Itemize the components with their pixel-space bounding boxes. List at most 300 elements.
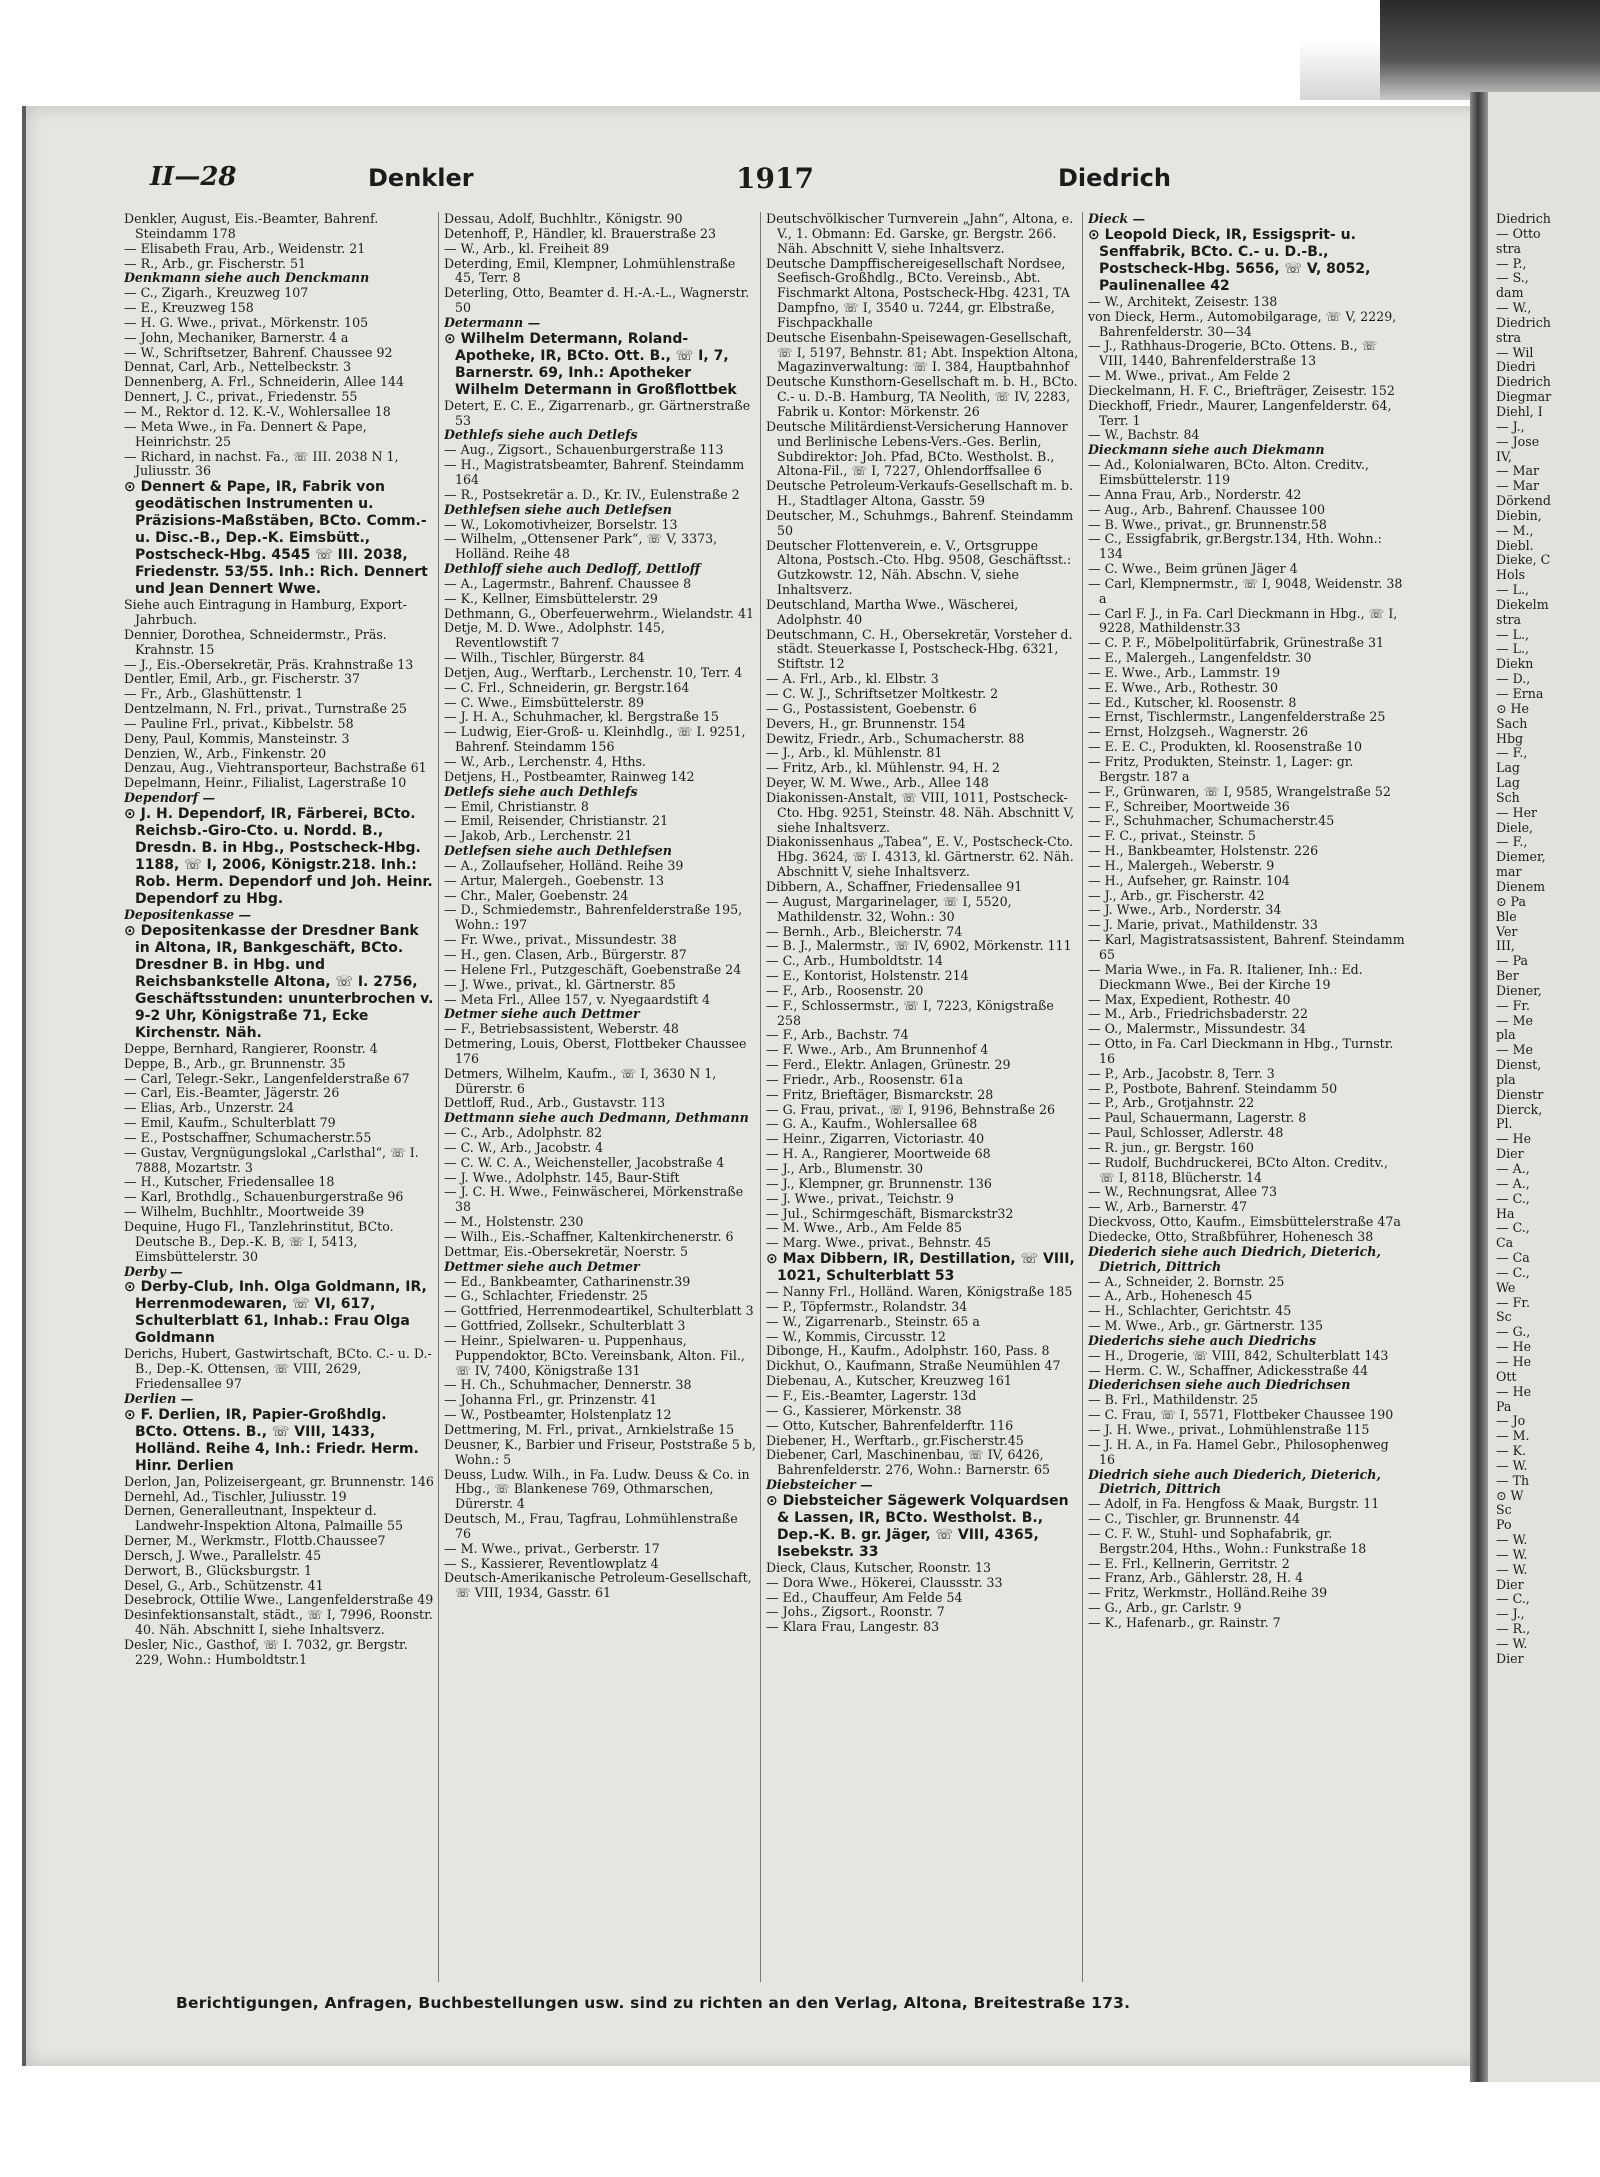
directory-entry: — E., Postschaffner, Schumacherstr.55 xyxy=(124,1129,372,1145)
directory-entry: — Otto, Kutscher, Bahrenfelderftr. 116 xyxy=(766,1417,1014,1433)
directory-entry: — R. jun., gr. Bergstr. 160 xyxy=(1088,1139,1254,1155)
directory-entry: — Emil, Kaufm., Schulterblatt 79 xyxy=(124,1115,336,1131)
directory-entry: Deutsche Eisenbahn-Speisewagen-Gesellschaft, ☏ I, 5197, Behnstr. 81; Abt. Inspektion Altona, Magazinverwaltung: ☏ I. 384, Hauptbahnhof xyxy=(766,329,1079,375)
directory-entry: — J. C. H. Wwe., Feinwäscherei, Mörkenstraße 38 xyxy=(444,1184,744,1215)
directory-entry: — C. P. F., Möbelpolitürfabrik, Grünestraße 31 xyxy=(1088,635,1385,651)
next-page-line: — L., xyxy=(1496,641,1529,657)
directory-entry: Diakonissenhaus „Tabea“, E. V., Postscheck-Cto. Hbg. 3624, ☏ I. 4313, kl. Gärtnerstr. 62. Näh. Abschnitt V, siehe Inhaltsverz. xyxy=(766,834,1074,880)
next-page-line: — Jose xyxy=(1496,433,1540,449)
next-page-line: — W. xyxy=(1496,1561,1528,1577)
next-page-line: ⊙ He xyxy=(1496,700,1529,716)
directory-entry: ⊙ Dennert & Pape, IR, Fabrik von geodätischen Instrumenten u. Präzisions-Maßstäben, BCto. Comm.- u. Disc.-B., Dep.-K. Eimsbütt., Postscheck-Hbg. 4545 ☏ III. 2038, Friedenstr. 53/55. Inh.: Rich. Dennert und Jean Dennert Wwe. xyxy=(124,479,428,598)
book-gutter xyxy=(1470,92,1488,2082)
next-page-line: — L., xyxy=(1496,626,1529,642)
directory-entry: — C. W. C. A., Weichensteller, Jacobstraße 4 xyxy=(444,1154,725,1170)
directory-entry: — Max, Expedient, Rothestr. 40 xyxy=(1088,991,1291,1007)
directory-entry: — Johs., Zigsort., Roonstr. 7 xyxy=(766,1604,945,1620)
directory-entry: Dennert, J. C., privat., Friedenstr. 55 xyxy=(124,389,358,405)
next-page-line: — Wil xyxy=(1496,344,1534,360)
directory-entry: — Paul, Schlosser, Adlerstr. 48 xyxy=(1088,1125,1284,1141)
directory-entry: Detmer siehe auch Dettmer xyxy=(444,1006,640,1022)
directory-column-4 xyxy=(1088,212,1406,1986)
directory-entry: — Meta Frl., Allee 157, v. Nyegaardstift 4 xyxy=(444,991,711,1007)
directory-entry: — Carl F. J., in Fa. Carl Dieckmann in Hbg., ☏ I, 9228, Mathildenstr.33 xyxy=(1088,605,1398,636)
next-page-line: — F., xyxy=(1496,745,1528,761)
directory-entry: — R., Postsekretär a. D., Kr. IV., Eulenstraße 2 xyxy=(444,486,740,502)
directory-entry: — K., Hafenarb., gr. Rainstr. 7 xyxy=(1088,1614,1281,1630)
directory-entry: Detert, E. C. E., Zigarrenarb., gr. Gärtnerstraße 53 xyxy=(444,397,751,428)
directory-entry: Denkmann siehe auch Denckmann xyxy=(124,270,370,286)
next-page-line: — C., xyxy=(1496,1591,1530,1607)
directory-entry: — Aug., Arb., Bahrenf. Chaussee 100 xyxy=(1088,501,1325,517)
next-page-line: — R., xyxy=(1496,1621,1531,1637)
next-page-line: We xyxy=(1496,1279,1516,1295)
next-page-line: — P., xyxy=(1496,255,1527,271)
next-page-line: Lag xyxy=(1496,760,1520,776)
page-header xyxy=(150,160,1450,196)
directory-entry: — C. Wwe., Beim grünen Jäger 4 xyxy=(1088,561,1298,577)
next-page-line: Ha xyxy=(1496,1205,1515,1221)
next-page-line: — W., xyxy=(1496,300,1532,316)
directory-entry: — Wilhelm, Buchhltr., Moortweide 39 xyxy=(124,1204,365,1220)
next-page-line: Sc xyxy=(1496,1502,1512,1518)
directory-entry: Desinfektionsanstalt, städt., ☏ I, 7996, Roonstr. 40. Näh. Abschnitt I, siehe Inhaltsverz. xyxy=(124,1607,433,1638)
directory-entry: — Wilh., Eis.-Schaffner, Kaltenkirchenerstr. 6 xyxy=(444,1229,734,1244)
directory-entry: Detjen, Aug., Werftarb., Lerchenstr. 10, Terr. 4 xyxy=(444,664,743,680)
directory-entry: Derlon, Jan, Polizeisergeant, gr. Brunnenstr. 146 xyxy=(124,1473,434,1489)
directory-entry: Detmering, Louis, Oberst, Flottbeker Chaussee 176 xyxy=(444,1036,747,1066)
directory-entry: — Heinr., Spielwaren- u. Puppenhaus, Puppendoktor, BCto. Vereinsbank, Alton. Fil., ☏ IV, 7400, Königstraße 131 xyxy=(444,1332,745,1378)
header-last-entry: Diedrich xyxy=(1058,164,1171,192)
directory-entry: — W., Rechnungsrat, Allee 73 xyxy=(1088,1184,1277,1200)
directory-entry: — Bernh., Arb., Bleicherstr. 74 xyxy=(766,923,963,939)
directory-entry: Deutscher, M., Schuhmgs., Bahrenf. Steindamm 50 xyxy=(766,507,1074,538)
directory-entry: Dethlefs siehe auch Detlefs xyxy=(444,427,638,443)
directory-entry: — Adolf, in Fa. Hengfoss & Maak, Burgstr. 11 xyxy=(1088,1496,1380,1512)
directory-entry: — A., Zollaufseher, Holländ. Reihe 39 xyxy=(444,857,684,873)
directory-entry: Diebenau, A., Kutscher, Kreuzweg 161 xyxy=(766,1373,1012,1389)
next-page-text xyxy=(1496,212,1600,1986)
directory-entry: — K., Kellner, Eimsbüttelerstr. 29 xyxy=(444,590,658,606)
directory-entry: — R., Arb., gr. Fischerstr. 51 xyxy=(124,255,307,271)
directory-entry: — B. J., Malermstr., ☏ IV, 6902, Mörkenstr. 111 xyxy=(766,938,1072,954)
directory-entry: Deterling, Otto, Beamter d. H.-A.-L., Wagnerstr. 50 xyxy=(444,285,750,316)
directory-entry: — Karl, Brothdlg., Schauenburgerstraße 96 xyxy=(124,1189,404,1205)
next-page-line: Diegmar xyxy=(1496,389,1552,405)
directory-entry: Dentler, Emil, Arb., gr. Fischerstr. 37 xyxy=(124,671,360,687)
directory-entry: — F., Schlossermstr., ☏ I, 7223, Königstraße 258 xyxy=(766,997,1054,1028)
next-page-line: Diebin, xyxy=(1496,507,1542,523)
next-page-line: — K. xyxy=(1496,1443,1527,1459)
directory-entry: — Richard, in nachst. Fa., ☏ III. 2038 N 1, Juliusstr. 36 xyxy=(124,448,399,479)
next-page-line: Diemer, xyxy=(1496,849,1546,865)
directory-entry: — Jul., Schirmgeschäft, Bismarckstr32 xyxy=(766,1205,1014,1221)
directory-entry: — J., Eis.-Obersekretär, Präs. Krahnstraße 13 xyxy=(124,656,414,672)
directory-entry: Deutsche Dampffischereigesellschaft Nordsee, Seefisch-Großhdlg., BCto. Vereinsb., Abt. Fischmarkt Altona, Postscheck-Hbg. 4231, TA Dampfno, ☏ I, 3540 u. 7244, gr. Elbstraße, Fischpackhalle xyxy=(766,255,1070,330)
directory-entry: — Fritz, Arb., kl. Mühlenstr. 94, H. 2 xyxy=(766,760,1000,776)
directory-entry: Dersch, J. Wwe., Parallelstr. 45 xyxy=(124,1547,322,1563)
directory-column-2 xyxy=(444,212,756,1986)
directory-entry: Dettmering, M. Frl., privat., Arnkielstraße 15 xyxy=(444,1421,735,1437)
directory-entry: Deppe, Bernhard, Rangierer, Roonstr. 4 xyxy=(124,1040,378,1056)
directory-entry: — D., Schmiedemstr., Bahrenfelderstraße 195, Wohn.: 197 xyxy=(444,902,743,933)
directory-entry: Dieckelmann, H. F. C., Briefträger, Zeisestr. 152 xyxy=(1088,382,1395,398)
directory-entry: — H., Magistratsbeamter, Bahrenf. Steindamm 164 xyxy=(444,457,745,487)
directory-entry: — W., Arb., kl. Freiheit 89 xyxy=(444,240,610,256)
directory-entry: Dennenberg, A. Frl., Schneiderin, Allee 144 xyxy=(124,374,404,390)
next-page-line: Hols xyxy=(1496,567,1526,583)
next-page-line: — He xyxy=(1496,1353,1532,1369)
directory-entry: — H., Schlachter, Gerichtstr. 45 xyxy=(1088,1303,1292,1319)
book-top-edge xyxy=(1380,0,1600,100)
next-page-line: — Fr. xyxy=(1496,997,1530,1013)
next-page-line: — J., xyxy=(1496,418,1525,434)
directory-entry: — F., Schreiber, Moortweide 36 xyxy=(1088,798,1290,814)
directory-entry: Diedrich siehe auch Diederich, Dieterich, Dietrich, Dittrich xyxy=(1088,1466,1381,1497)
next-page-line: Dier xyxy=(1496,1576,1524,1592)
directory-entry: Derichs, Hubert, Gastwirtschaft, BCto. C.- u. D.-B., Dep.-K. Ottensen, ☏ VIII, 2629, Friedensallee 97 xyxy=(124,1346,432,1392)
directory-entry: Deterding, Emil, Klempner, Lohmühlenstraße 45, Terr. 8 xyxy=(444,255,736,286)
directory-entry: — E. E. C., Produkten, kl. Roosenstraße 10 xyxy=(1088,739,1362,755)
next-page-line: — C., xyxy=(1496,1264,1530,1280)
directory-entry: — Aug., Zigsort., Schauenburgerstraße 113 xyxy=(444,442,724,458)
directory-entry: ⊙ Depositenkasse der Dresdner Bank in Altona, IR, Bankgeschäft, BCto. Dresdner B. in Hbg. und Reichsbankstelle Altona, ☏ I. 2756, Geschäftsstunden: ununterbrochen v. 9-2 Uhr, Königstraße 71, Ecke Kirchenstr. Näh. xyxy=(124,922,434,1041)
directory-entry: — W., Arb., Barnerstr. 47 xyxy=(1088,1199,1248,1215)
directory-entry: — Pauline Frl., privat., Kibbelstr. 58 xyxy=(124,715,354,731)
directory-entry: ⊙ Wilhelm Determann, Roland-Apotheke, IR, BCto. Ott. B., ☏ I, 7, Barnerstr. 69, Inh.: Apotheker Wilhelm Determann in Großflottbek xyxy=(444,330,737,398)
next-page-line: Diehl, I xyxy=(1496,403,1543,419)
directory-entry: Deutsch, M., Frau, Tagfrau, Lohmühlenstraße 76 xyxy=(444,1511,738,1541)
directory-entry: Diederichsen siehe auch Diedrichsen xyxy=(1088,1377,1351,1393)
directory-entry: Derby — xyxy=(124,1263,183,1279)
directory-entry: Dessau, Adolf, Buchhltr., Königstr. 90 xyxy=(444,212,683,226)
next-page-line: ⊙ W xyxy=(1496,1487,1524,1503)
directory-entry: Detje, M. D. Wwe., Adolphstr. 145, Reventlowstift 7 xyxy=(444,620,665,651)
directory-entry: — E., Malergeh., Langenfeldstr. 30 xyxy=(1088,650,1312,666)
directory-entry: — J. Marie, privat., Mathildenstr. 33 xyxy=(1088,917,1318,933)
directory-entry: — A., Lagermstr., Bahrenf. Chaussee 8 xyxy=(444,575,692,591)
directory-entry: — Chr., Maler, Goebenstr. 24 xyxy=(444,887,629,903)
directory-entry: Determann — xyxy=(444,314,541,330)
directory-entry: — Anna Frau, Arb., Norderstr. 42 xyxy=(1088,486,1302,502)
directory-entry: Depelmann, Heinr., Filialist, Lagerstraße 10 xyxy=(124,775,407,791)
directory-entry: — Fritz, Produkten, Steinstr. 1, Lager: gr. Bergstr. 187 a xyxy=(1088,754,1354,784)
directory-entry: — C. F. W., Stuhl- und Sophafabrik, gr. Bergstr.204, Hths., Wohn.: Funkstraße 18 xyxy=(1088,1525,1367,1556)
directory-entry: — G., Schlachter, Friedenstr. 25 xyxy=(444,1288,648,1304)
directory-entry: Deutschmann, C. H., Obersekretär, Vorsteher d. städt. Steuerkasse I, Postscheck-Hbg. 6321, Stiftstr. 12 xyxy=(766,626,1073,672)
directory-entry: — E., Kreuzweg 158 xyxy=(124,300,254,316)
next-page-line: ⊙ Pa xyxy=(1496,893,1526,909)
directory-entry: — J., Arb., Blumenstr. 30 xyxy=(766,1161,923,1176)
next-page-line: Ber xyxy=(1496,968,1519,984)
directory-entry: — W., Schriftsetzer, Bahrenf. Chaussee 92 xyxy=(124,344,393,360)
directory-entry: — Maria Wwe., in Fa. R. Italiener, Inh.: Ed. Dieckmann Wwe., Bei der Kirche 19 xyxy=(1088,961,1363,992)
next-page-line: — S., xyxy=(1496,270,1529,286)
directory-entry: Deutsch-Amerikanische Petroleum-Gesellschaft, ☏ VIII, 1934, Gasstr. 61 xyxy=(444,1570,752,1601)
next-page-line: Dienst, xyxy=(1496,1057,1542,1073)
directory-entry: — H., gen. Clasen, Arb., Bürgerstr. 87 xyxy=(444,946,687,962)
directory-entry: Detlefs siehe auch Dethlefs xyxy=(444,783,638,799)
next-page-line: Diekn xyxy=(1496,656,1534,672)
directory-entry: Diebsteicher — xyxy=(766,1477,873,1493)
directory-entry: — P., Arb., Grotjahnstr. 22 xyxy=(1088,1095,1255,1111)
next-page-line: Diele, xyxy=(1496,819,1534,835)
next-page-line: Sach xyxy=(1496,715,1528,731)
directory-entry: — C. Wwe., Eimsbüttelerstr. 89 xyxy=(444,694,645,710)
next-page-line: — C., xyxy=(1496,1190,1530,1206)
next-page-line: — W. xyxy=(1496,1457,1528,1473)
next-page-line: — He xyxy=(1496,1131,1532,1147)
directory-entry: — Ferd., Elektr. Anlagen, Grünestr. 29 xyxy=(766,1057,1011,1073)
directory-entry: Dethloff siehe auch Dedloff, Dettloff xyxy=(444,561,701,577)
directory-entry: — Klara Frau, Langestr. 83 xyxy=(766,1619,940,1635)
directory-entry: — Herm. C. W., Schaffner, Adickesstraße 44 xyxy=(1088,1362,1369,1378)
directory-entry: — E. Wwe., Arb., Lammstr. 19 xyxy=(1088,664,1281,680)
next-page-line: Pa xyxy=(1496,1398,1512,1414)
next-page-line: Pl. xyxy=(1496,1116,1513,1132)
next-page-line: Dienem xyxy=(1496,878,1546,894)
directory-entry: Diederichs siehe auch Diedrichs xyxy=(1088,1332,1317,1348)
directory-entry: Denzien, W., Arb., Finkenstr. 20 xyxy=(124,745,327,761)
directory-entry: — J., Klempner, gr. Brunnenstr. 136 xyxy=(766,1175,992,1191)
directory-entry: — G., Postassistent, Goebenstr. 6 xyxy=(766,700,977,716)
directory-entry: — P., Arb., Jacobstr. 8, Terr. 3 xyxy=(1088,1065,1275,1081)
directory-entry: Deutscher Flottenverein, e. V., Ortsgruppe Altona, Postsch.-Cto. Hbg. 9508, Geschäftsst.: Gutzkowstr. 12, Näh. Abschn. V, siehe Inhaltsverz. xyxy=(766,537,1072,598)
directory-entry: — Artur, Malergeh., Goebenstr. 13 xyxy=(444,872,664,888)
directory-entry: — Gottfried, Zollsekr., Schulterblatt 3 xyxy=(444,1318,686,1334)
directory-entry: Denzau, Aug., Viehtransporteur, Bachstraße 61 xyxy=(124,760,427,776)
directory-entry: — F., Grünwaren, ☏ I, 9585, Wrangelstraße 52 xyxy=(1088,783,1391,799)
directory-entry: Dettmer siehe auch Detmer xyxy=(444,1258,640,1274)
directory-entry: Dewitz, Friedr., Arb., Schumacherstr. 88 xyxy=(766,730,1025,746)
directory-entry: Deutschvölkischer Turnverein „Jahn“, Altona, e. V., 1. Obmann: Ed. Garske, gr. Bergstr. 266. Näh. Abschnitt V, siehe Inhaltsverz. xyxy=(766,212,1074,256)
directory-entry: — G. Frau, privat., ☏ I, 9196, Behnstraße 26 xyxy=(766,1101,1056,1117)
directory-entry: — Ed., Chauffeur, Am Felde 54 xyxy=(766,1589,963,1605)
directory-entry: Derwort, B., Glücksburgstr. 1 xyxy=(124,1562,313,1578)
directory-entry: Dieckmann siehe auch Diekmann xyxy=(1088,442,1325,458)
next-page-line: mar xyxy=(1496,864,1522,880)
directory-entry: — J. H. A., Schuhmacher, kl. Bergstraße 15 xyxy=(444,709,719,725)
directory-entry: — Johanna Frl., gr. Prinzenstr. 41 xyxy=(444,1392,658,1408)
header-year: 1917 xyxy=(736,162,814,195)
directory-entry: von Dieck, Herm., Automobilgarage, ☏ V, 2229, Bahrenfelderstr. 30—34 xyxy=(1088,308,1397,339)
directory-entry: — Jakob, Arb., Lerchenstr. 21 xyxy=(444,828,633,844)
directory-entry: Dentzelmann, N. Frl., privat., Turnstraße 25 xyxy=(124,701,407,717)
directory-entry: Deusner, K., Barbier und Friseur, Poststraße 5 b, Wohn.: 5 xyxy=(444,1436,756,1467)
directory-entry: — Fritz, Brieftäger, Bismarckstr. 28 xyxy=(766,1086,994,1102)
directory-entry: — M. Wwe., privat., Gerberstr. 17 xyxy=(444,1540,660,1556)
directory-entry: Desel, G., Arb., Schützenstr. 41 xyxy=(124,1577,324,1593)
directory-column-1 xyxy=(124,212,434,1986)
directory-entry: — F., Schuhmacher, Schumacherstr.45 xyxy=(1088,813,1335,829)
next-page-line: — Pa xyxy=(1496,953,1529,969)
directory-entry: — O., Malermstr., Missundestr. 34 xyxy=(1088,1021,1306,1037)
publisher-footer: Berichtigungen, Anfragen, Buchbestellungen usw. sind zu richten an den Verlag, Altona, Breitestraße 173. xyxy=(176,1994,1131,2012)
next-page-line: Diedrich xyxy=(1496,374,1551,390)
directory-entry: ⊙ F. Derlien, IR, Papier-Großhdlg. BCto. Ottens. B., ☏ VIII, 1433, Holländ. Reihe 4, Inh.: Friedr. Herm. Hinr. Derlien xyxy=(124,1406,419,1474)
next-page-line: Ver xyxy=(1496,923,1518,939)
directory-entry: — P., Töpfermstr., Rolandstr. 34 xyxy=(766,1298,968,1314)
directory-entry: — G. A., Kaufm., Wohlersallee 68 xyxy=(766,1116,978,1132)
directory-entry: Dettloff, Rud., Arb., Gustavstr. 113 xyxy=(444,1095,666,1111)
next-page-line: — M., xyxy=(1496,522,1534,538)
next-page-line: Diedrich xyxy=(1496,314,1551,330)
next-page-line: — Jo xyxy=(1496,1413,1526,1429)
directory-entry: — Nanny Frl., Holländ. Waren, Königstraße 185 xyxy=(766,1284,1073,1300)
directory-entry: — Meta Wwe., in Fa. Dennert & Pape, Heinrichstr. 25 xyxy=(124,418,367,449)
directory-entry: — W., Lokomotivheizer, Borselstr. 13 xyxy=(444,516,678,532)
next-page-line: Ca xyxy=(1496,1235,1514,1251)
next-page-line: — W. xyxy=(1496,1546,1528,1562)
directory-entry: Diebener, H., Werftarb., gr.Fischerstr.45 xyxy=(766,1432,1024,1448)
directory-entry: Deutsche Kunsthorn-Gesellschaft m. b. H., BCto. C.- u. D.-B. Hamburg, TA Neolith, ☏ IV, 2283, Fabrik u. Kontor: Mörkenstr. 26 xyxy=(766,374,1078,419)
directory-entry: — F., Eis.-Beamter, Lagerstr. 13d xyxy=(766,1387,977,1403)
next-page-line: IV, xyxy=(1496,448,1512,464)
next-page-line: — Otto xyxy=(1496,225,1541,241)
next-page-line: — Mar xyxy=(1496,463,1540,479)
next-page-line: pla xyxy=(1496,1071,1516,1087)
next-page-line: — He xyxy=(1496,1339,1532,1355)
directory-entry: — Dora Wwe., Hökerei, Claussstr. 33 xyxy=(766,1574,1003,1590)
directory-entry: Desebrock, Ottilie Wwe., Langenfelderstraße 49 xyxy=(124,1592,434,1608)
next-page-line: Dierck, xyxy=(1496,1101,1543,1117)
directory-entry: — M. Wwe., privat., Am Felde 2 xyxy=(1088,368,1291,384)
directory-column-3 xyxy=(766,212,1080,1986)
directory-entry: — Wilhelm, „Ottensener Park“, ☏ V, 3373, Holländ. Reihe 48 xyxy=(444,531,718,562)
directory-entry: — Fritz, Werkmstr., Holländ.Reihe 39 xyxy=(1088,1585,1328,1601)
directory-entry: Depositenkasse — xyxy=(124,907,252,922)
directory-entry: — J., Arb., gr. Fischerstr. 42 xyxy=(1088,887,1265,903)
directory-entry: — H. A., Rangierer, Moortweide 68 xyxy=(766,1146,991,1162)
directory-entry: Diederich siehe auch Diedrich, Dieterich, Dietrich, Dittrich xyxy=(1088,1243,1381,1274)
next-page-line: Diebl. xyxy=(1496,537,1534,553)
next-page-line: Sc xyxy=(1496,1309,1512,1325)
directory-entry: Diedecke, Otto, Straßbführer, Hohenesch 38 xyxy=(1088,1229,1374,1244)
directory-entry: — Elias, Arb., Unzerstr. 24 xyxy=(124,1100,295,1116)
directory-entry: — Friedr., Arb., Roosenstr. 61a xyxy=(766,1071,964,1087)
directory-entry: ⊙ Derby-Club, Inh. Olga Goldmann, IR, Herrenmodewaren, ☏ VI, 617, Schulterblatt 61, Inhab.: Frau Olga Goldmann xyxy=(124,1279,427,1347)
directory-entry: — Emil, Christianstr. 8 xyxy=(444,798,589,814)
directory-entry: — Ernst, Holzgseh., Wagnerstr. 26 xyxy=(1088,724,1308,740)
directory-entry: — Paul, Schauermann, Lagerstr. 8 xyxy=(1088,1110,1307,1126)
directory-entry: Deuss, Ludw. Wilh., in Fa. Ludw. Deuss & Co. in Hbg., ☏ Blankenese 769, Othmarschen, Dürerstr. 4 xyxy=(444,1466,750,1512)
directory-entry: — C. Frau, ☏ I, 5571, Flottbeker Chaussee 190 xyxy=(1088,1407,1394,1423)
next-page-line: stra xyxy=(1496,240,1522,256)
directory-entry: Dieckhoff, Friedr., Maurer, Langenfelderstr. 64, Terr. 1 xyxy=(1088,397,1392,428)
directory-entry: Desler, Nic., Gasthof, ☏ I. 7032, gr. Bergstr. 229, Wohn.: Humboldtstr.1 xyxy=(124,1637,408,1667)
directory-entry: — M. Wwe., Arb., Am Felde 85 xyxy=(766,1220,962,1236)
next-page-line: — F., xyxy=(1496,834,1528,850)
directory-entry: — W., Kommis, Circusstr. 12 xyxy=(766,1328,946,1344)
next-page-line: Dieke, C xyxy=(1496,552,1551,568)
directory-entry: — Fr. Wwe., privat., Missundestr. 38 xyxy=(444,932,677,948)
directory-entry: Deyer, W. M. Wwe., Arb., Allee 148 xyxy=(766,775,989,791)
directory-entry: — Ed., Kutscher, kl. Roosenstr. 8 xyxy=(1088,694,1297,710)
directory-entry: Deppe, B., Arb., gr. Brunnenstr. 35 xyxy=(124,1055,346,1071)
next-page-line: Dier xyxy=(1496,1146,1524,1162)
directory-entry: Devers, H., gr. Brunnenstr. 154 xyxy=(766,715,966,731)
directory-entry: Denkler, August, Eis.-Beamter, Bahrenf. Steindamm 178 xyxy=(124,212,379,241)
directory-entry: — A., Arb., Hohenesch 45 xyxy=(1088,1288,1253,1304)
directory-entry: — F., Arb., Roosenstr. 20 xyxy=(766,982,924,998)
directory-entry: — Ed., Bankbeamter, Catharinenstr.39 xyxy=(444,1273,691,1289)
directory-entry: Derlien — xyxy=(124,1390,194,1406)
directory-entry: — Carl, Telegr.-Sekr., Langenfelderstraße 67 xyxy=(124,1070,410,1086)
directory-entry: Siehe auch Eintragung in Hamburg, Export-Jahrbuch. xyxy=(124,597,407,628)
directory-entry: — H., Bankbeamter, Holstenstr. 226 xyxy=(1088,843,1319,859)
directory-entry: Diebener, Carl, Maschinenbau, ☏ IV, 6426, Bahrenfelderstr. 276, Wohn.: Barnerstr. 65 xyxy=(766,1447,1051,1478)
next-page-line: — Her xyxy=(1496,804,1538,820)
directory-entry: Derner, M., Werkmstr., Flottb.Chaussee7 xyxy=(124,1533,386,1549)
directory-entry: Dethlefsen siehe auch Detlefsen xyxy=(444,501,672,517)
directory-entry: — M., Arb., Friedrichsbaderstr. 22 xyxy=(1088,1006,1308,1022)
directory-entry: — H. Ch., Schuhmacher, Dennerstr. 38 xyxy=(444,1377,692,1393)
next-page-line: — Th xyxy=(1496,1472,1530,1488)
directory-entry: — M. Wwe., Arb., gr. Gärtnerstr. 135 xyxy=(1088,1318,1324,1334)
directory-entry: — W., Postbeamter, Holstenplatz 12 xyxy=(444,1407,672,1423)
directory-entry: ⊙ Leopold Dieck, IR, Essigsprit- u. Senffabrik, BCto. C.- u. D.-B., Postscheck-Hbg. 5656, ☏ V, 8052, Paulinenallee 42 xyxy=(1088,226,1371,294)
directory-entry: Dequine, Hugo Fl., Tanzlehrinstitut, BCto. Deutsche B., Dep.-K. B, ☏ I, 5413, Eimsbüttelerstr. 30 xyxy=(124,1218,394,1264)
next-page-line: dam xyxy=(1496,285,1524,301)
directory-entry: — B. Frl., Mathildenstr. 25 xyxy=(1088,1392,1259,1408)
directory-entry: — Rudolf, Buchdruckerei, BCto Alton. Creditv., ☏ I, 8118, Blücherstr. 14 xyxy=(1088,1154,1388,1185)
column-rule xyxy=(760,212,761,1982)
directory-entry: — Carl, Eis.-Beamter, Jägerstr. 26 xyxy=(124,1085,340,1101)
directory-entry: — J. H. A., in Fa. Hamel Gebr., Philosophenweg 16 xyxy=(1088,1436,1389,1467)
directory-entry: Dennat, Carl, Arb., Nettelbeckstr. 3 xyxy=(124,359,352,375)
directory-entry: — Ad., Kolonialwaren, BCto. Alton. Creditv., Eimsbüttelerstr. 119 xyxy=(1088,457,1369,487)
next-page-line: III, xyxy=(1496,938,1515,954)
directory-entry: — Franz, Arb., Gählerstr. 28, H. 4 xyxy=(1088,1570,1304,1586)
directory-entry: — W., Architekt, Zeisestr. 138 xyxy=(1088,293,1278,309)
directory-entry: — E., Kontorist, Holstenstr. 214 xyxy=(766,968,969,984)
directory-entry: — A. Frl., Arb., kl. Elbstr. 3 xyxy=(766,671,939,687)
directory-entry: — C. Frl., Schneiderin, gr. Bergstr.164 xyxy=(444,679,690,695)
directory-entry: — W., Arb., Lerchenstr. 4, Hths. xyxy=(444,754,646,769)
directory-entry: — John, Mechaniker, Barnerstr. 4 a xyxy=(124,329,349,345)
directory-entry: — Carl, Klempnermstr., ☏ I, 9048, Weidenstr. 38 a xyxy=(1088,575,1403,606)
next-page-line: — L., xyxy=(1496,582,1529,598)
next-page-line: Diedrich xyxy=(1496,212,1551,226)
next-page-line: — D., xyxy=(1496,671,1531,687)
directory-entry: — C. W. J., Schriftsetzer Moltkestr. 2 xyxy=(766,686,999,701)
directory-entry: Dernehl, Ad., Tischler, Juliusstr. 19 xyxy=(124,1488,347,1504)
directory-entry: Dettmann siehe auch Dedmann, Dethmann xyxy=(444,1110,749,1126)
next-page-line: — Ca xyxy=(1496,1250,1530,1266)
directory-entry: — C., Arb., Adolphstr. 82 xyxy=(444,1125,603,1141)
next-page-line: Dier xyxy=(1496,1650,1524,1666)
directory-entry: — M., Rektor d. 12. K.-V., Wohlersallee 18 xyxy=(124,403,391,419)
directory-entry: — August, Margarinelager, ☏ I, 5520, Mathildenstr. 32, Wohn.: 30 xyxy=(766,893,1012,924)
next-page-line: stra xyxy=(1496,329,1522,345)
column-rule xyxy=(438,212,439,1982)
directory-entry: Deny, Paul, Kommis, Mansteinstr. 3 xyxy=(124,730,350,746)
directory-entry: — J. H. Wwe., privat., Lohmühlenstraße 115 xyxy=(1088,1421,1370,1437)
directory-entry: — F., Betriebsassistent, Weberstr. 48 xyxy=(444,1021,679,1037)
directory-entry: — H., Aufseher, gr. Rainstr. 104 xyxy=(1088,872,1290,888)
directory-entry: Dethmann, G., Oberfeuerwehrm., Wielandstr. 41 xyxy=(444,605,754,621)
directory-entry: ⊙ Diebsteicher Sägewerk Volquardsen & Lassen, IR, BCto. Westholst. B., Dep.-K. B. gr. Jäger, ☏ VIII, 4365, Isebekstr. 33 xyxy=(766,1492,1069,1560)
next-page-line: Diener, xyxy=(1496,982,1542,998)
next-page-line: — A., xyxy=(1496,1175,1530,1191)
directory-entry: — J., Rathhaus-Drogerie, BCto. Ottens. B., ☏ VIII, 1440, Bahrenfelderstraße 13 xyxy=(1088,338,1378,369)
directory-entry: — C., Essigfabrik, gr.Bergstr.134, Hth. Wohn.: 134 xyxy=(1088,531,1382,562)
next-page-line: stra xyxy=(1496,611,1522,627)
directory-entry: — J., Arb., kl. Mühlenstr. 81 xyxy=(766,745,943,761)
directory-entry: Deutschland, Martha Wwe., Wäscherei, Adolphstr. 40 xyxy=(766,596,1019,627)
directory-entry: — Marg. Wwe., privat., Behnstr. 45 xyxy=(766,1235,992,1251)
directory-entry: — Ernst, Tischlermstr., Langenfelderstraße 25 xyxy=(1088,709,1386,725)
